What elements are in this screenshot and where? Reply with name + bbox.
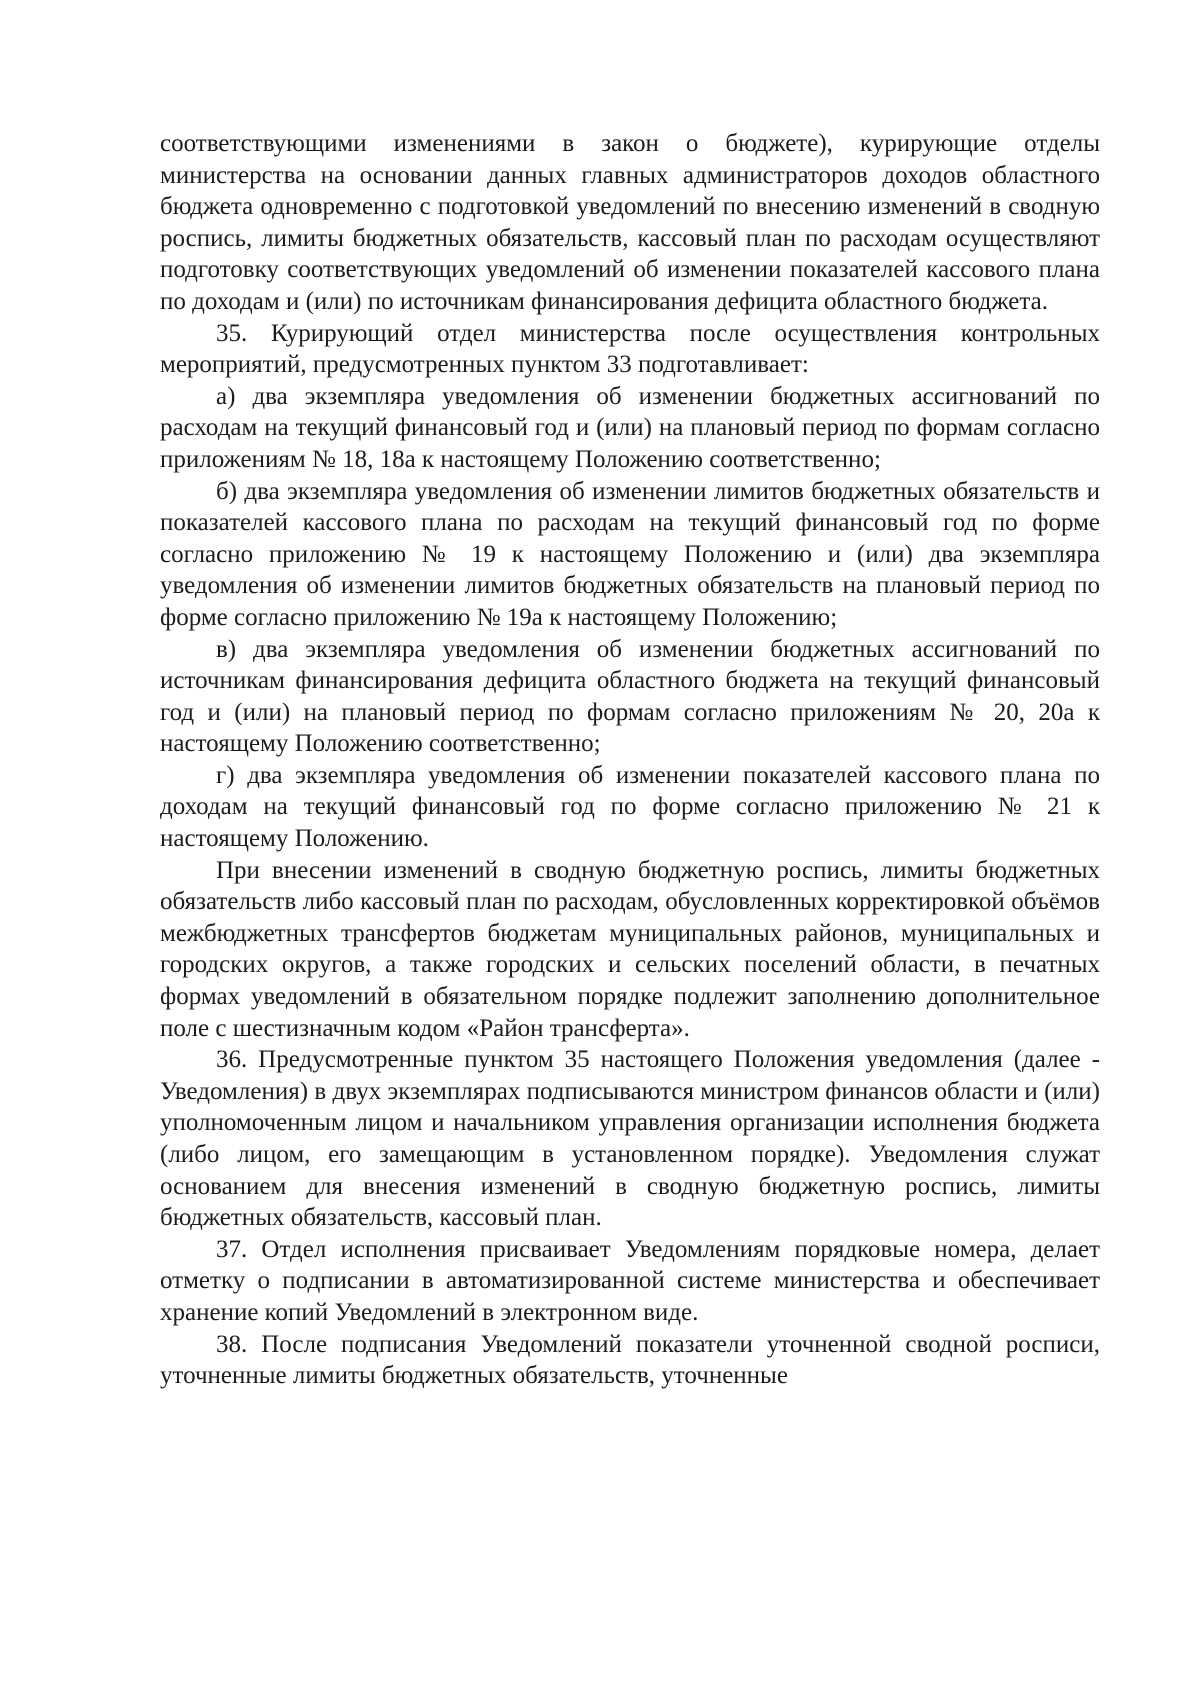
paragraph-item-35: 35. Курирующий отдел министерства после осуществления контрольных мероприятий, предусмотренных пунктом 33 подготавливает: <box>160 319 1100 379</box>
paragraph-subitem-a: а) два экземпляра уведомления об изменении бюджетных ассигнований по расходам на текущий финансовый год и (или) на плановый период по формам согласно приложениям № 18, 18а к настоящему Положению соответственно; <box>160 382 1100 473</box>
paragraph-item-38: 38. После подписания Уведомлений показатели уточненной сводной росписи, уточненные лимиты бюджетных обязательств, уточненные <box>160 1330 1100 1390</box>
document-page <box>160 128 1100 1392</box>
paragraph-item-36: 36. Предусмотренные пунктом 35 настоящего Положения уведомления (далее - Уведомления) в двух экземплярах подписываются министром финансов области и (или) уполномоченным лицом и начальником управления организации исполнения бюджета (либо лицом, его замещающим в установленном порядке). Уведомления служат основанием для внесения изменений в сводную бюджетную роспись, лимиты бюджетных обязательств, кассовый план. <box>160 1046 1100 1232</box>
paragraph-subitem-g: г) два экземпляра уведомления об изменении показателей кассового плана по доходам на текущий финансовый год по форме согласно приложению № 21 к настоящему Положению. <box>160 761 1100 853</box>
paragraph-item-37: 37. Отдел исполнения присваивает Уведомлениям порядковые номера, делает отметку о подписании в автоматизированной системе министерства и обеспечивает хранение копий Уведомлений в электронном виде. <box>160 1235 1100 1326</box>
paragraph-subitem-v: в) два экземпляра уведомления об изменении бюджетных ассигнований по источникам финансирования дефицита областного бюджета на текущий финансовый год и (или) на плановый период по формам согласно приложениям № 20, 20а к настоящему Положению соответственно; <box>160 635 1100 758</box>
paragraph-subitem-b: б) два экземпляра уведомления об изменении лимитов бюджетных обязательств и показателей кассового плана по расходам на текущий финансовый год по форме согласно приложению № 19 к настоящему Положению и (или) два экземпляра уведомления об изменении лимитов бюджетных обязательств на плановый период по форме согласно приложению № 19а к настоящему Положению; <box>160 477 1100 631</box>
paragraph-transfer-note: При внесении изменений в сводную бюджетную роспись, лимиты бюджетных обязательств либо кассовый план по расходам, обусловленных корректировкой объёмов межбюджетных трансфертов бюджетам муниципальных районов, муниципальных и городских округов, а также городских и сельских поселений области, в печатных формах уведомлений в обязательном порядке подлежит заполнению дополнительное поле с шестизначным кодом «Район трансферта». <box>160 856 1100 1042</box>
paragraph-continuation: соответствующими изменениями в закон о бюджете), курирующие отделы министерства на основании данных главных администраторов доходов областного бюджета одновременно с подготовкой уведомлений по внесению изменений в сводную роспись, лимиты бюджетных обязательств, кассовый план по расходам осуществляют подготовку соответствующих уведомлений об изменении показателей кассового плана по доходам и (или) по источникам финансирования дефицита областного бюджета. <box>160 130 1100 315</box>
